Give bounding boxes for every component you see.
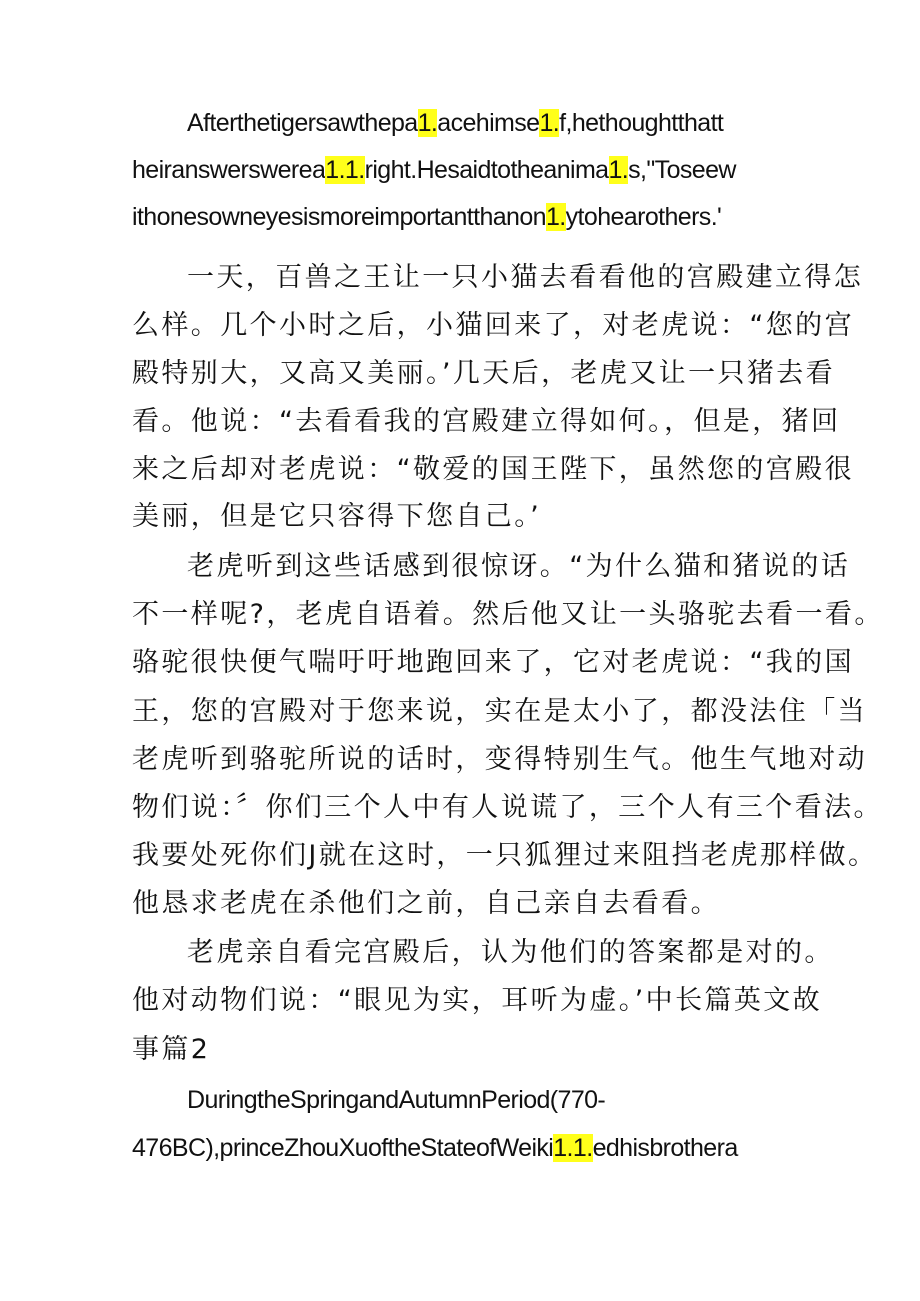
- highlighted-text: 1.: [417, 109, 438, 137]
- text-line: [132, 194, 721, 240]
- highlighted-text: 1.: [545, 203, 566, 231]
- text-run: 王，您的宫殿对于您来说，实在是太小了，都没法住「当: [132, 696, 867, 727]
- text-run: DuringtheSpringandAutumnPeriod(770-: [187, 1086, 606, 1114]
- text-line: [132, 833, 877, 879]
- text-run: 他恳求老虎在杀他们之前，自己亲自去看看。: [132, 888, 720, 919]
- text-run: edhisbrothera: [592, 1134, 738, 1162]
- text-line: [132, 147, 736, 193]
- highlighted-text: 1.: [608, 156, 629, 184]
- text-line: [187, 544, 850, 590]
- text-run: 看。他说：“去看看我的宫殿建立得如何。，但是，猪回: [132, 406, 841, 437]
- text-run: 美丽，但是它只容得下您自己。’: [132, 501, 542, 532]
- text-run: right.Hesaidtotheanima: [364, 156, 609, 184]
- text-line: [132, 351, 835, 397]
- text-line: [187, 930, 834, 976]
- text-line: [132, 494, 541, 540]
- text-line: [132, 592, 884, 638]
- text-line: [132, 303, 854, 349]
- text-run: s,"Toseew: [628, 156, 736, 184]
- text-run: 他对动物们说：“眼见为实，耳听为虚。’中长篇英文故: [132, 985, 823, 1016]
- text-line: [132, 737, 867, 783]
- text-run: 老虎听到这些话感到很惊讶。“为什么猫和猪说的话: [187, 551, 851, 582]
- text-run: ytohearothers.': [565, 203, 722, 231]
- text-line: [187, 100, 723, 146]
- text-line: [132, 785, 883, 831]
- text-run: ithonesowneyesismoreimportantthanon: [132, 203, 546, 231]
- text-line: [187, 255, 863, 301]
- text-line: [187, 1077, 605, 1123]
- highlighted-text: 1.: [539, 109, 560, 137]
- text-run: 老虎听到骆驼所说的话时，变得特别生气。他生气地对动: [132, 744, 867, 775]
- text-run: 老虎亲自看完宫殿后，认为他们的答案都是对的。: [187, 937, 834, 968]
- highlighted-text: 1.1.: [325, 156, 365, 184]
- text-run: 一天，百兽之王让一只小猫去看看他的宫殿建立得怎: [187, 262, 864, 293]
- text-run: 事篇2: [132, 1034, 211, 1065]
- text-run: Afterthetigersawthepa: [187, 109, 418, 137]
- text-line: [132, 1027, 210, 1073]
- text-line: [132, 447, 854, 493]
- text-run: 么样。几个小时之后，小猫回来了，对老虎说：“您的宫: [132, 310, 854, 341]
- text-run: acehimse: [437, 109, 540, 137]
- highlighted-text: 1.1.: [553, 1134, 593, 1162]
- text-run: 殿特别大，又高又美丽。’几天后，老虎又让一只猪去看: [132, 358, 836, 389]
- text-run: 骆驼很快便气喘吁吁地跑回来了，它对老虎说：“我的国: [132, 647, 854, 678]
- text-line: [132, 640, 854, 686]
- text-run: f,hethoughtthatt: [559, 109, 724, 137]
- text-line: [132, 399, 841, 445]
- text-run: 来之后却对老虎说：“敬爱的国王陛下，虽然您的宫殿很: [132, 454, 854, 485]
- text-run: 476BC),princeZhouXuoftheStateofWeiki: [132, 1134, 554, 1162]
- text-run: 不一样呢?，老虎自语着。然后他又让一头骆驼去看一看。: [132, 599, 884, 630]
- text-line: [132, 978, 822, 1024]
- text-line: [132, 1125, 738, 1171]
- text-run: 物们说：〞你们三个人中有人说谎了，三个人有三个看法。: [132, 792, 883, 823]
- text-run: 我要处死你们J就在这时，一只狐狸过来阻挡老虎那样做。: [132, 840, 878, 871]
- text-run: heiranswerswerea: [132, 156, 326, 184]
- text-line: [132, 881, 720, 927]
- text-line: [132, 689, 867, 735]
